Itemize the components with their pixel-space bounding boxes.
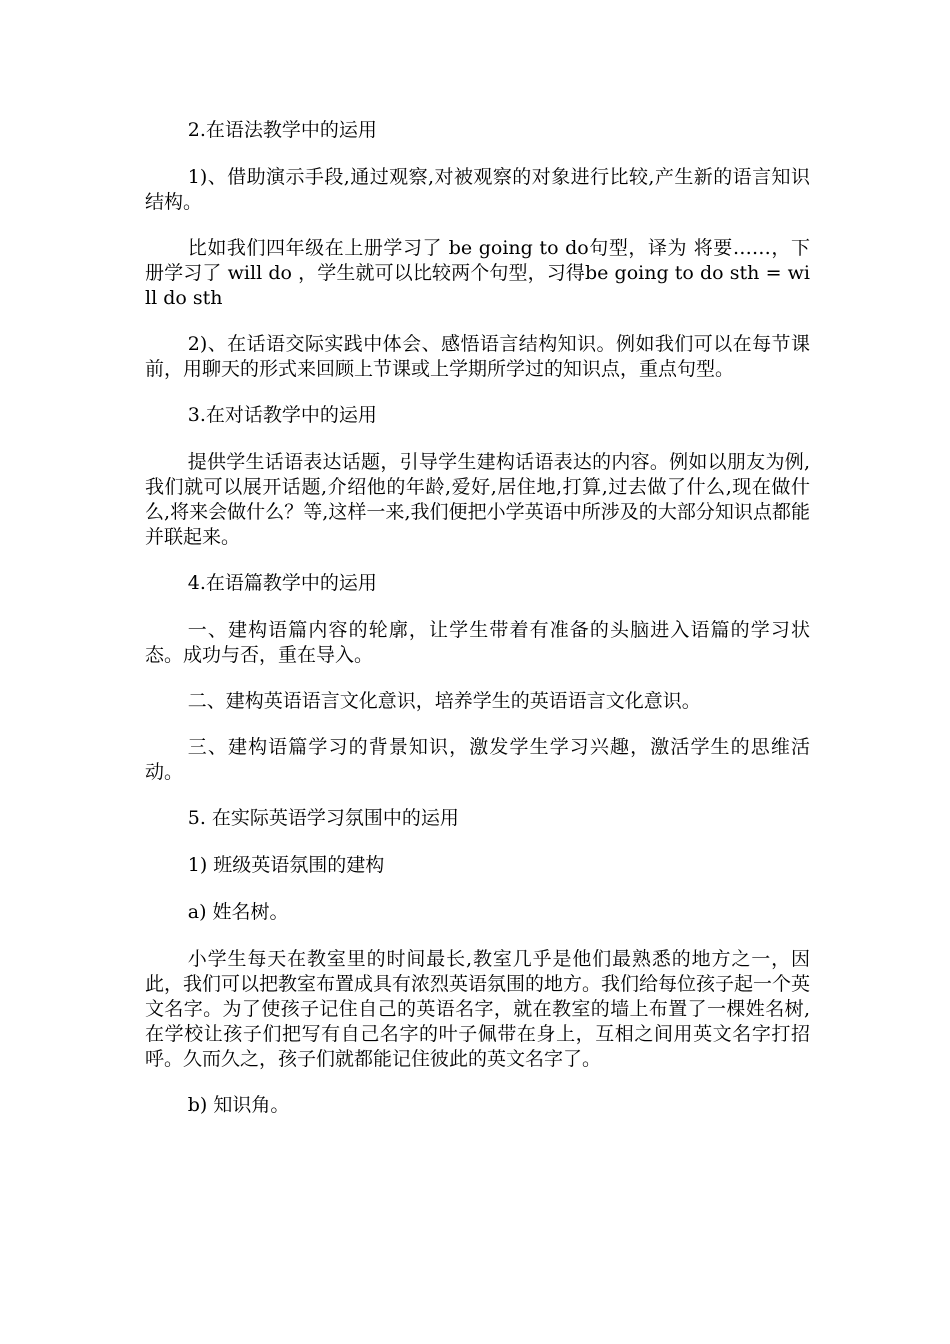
section-heading-dialogue: 3.在对话教学中的运用 — [187, 404, 377, 426]
paragraph-background-knowledge: 三、建构语篇学习的背景知识，激发学生学习兴趣，激活学生的思维活动。 — [145, 736, 810, 783]
paragraph-cultural-awareness: 二、建构英语语言文化意识，培养学生的英语语言文化意识。 — [187, 690, 701, 712]
subheading-name-tree: a) 姓名树。 — [187, 901, 289, 923]
subheading-knowledge-corner: b) 知识角。 — [187, 1094, 290, 1116]
section-heading-discourse: 4.在语篇教学中的运用 — [187, 572, 377, 594]
document-body — [145, 118, 810, 1140]
paragraph-demonstration-method: 1)、借助演示手段,通过观察,对被观察的对象进行比较,产生新的语言知识结构。 — [145, 166, 810, 213]
paragraph-sentence-pattern-example: 比如我们四年级在上册学习了 be going to do句型，译为 将要……，下册学习了 will do ，学生就可以比较两个句型，习得be going to do sth = will do sth — [145, 237, 810, 309]
subheading-class-atmosphere: 1) 班级英语氛围的建构 — [187, 854, 385, 876]
paragraph-name-tree-description: 小学生每天在教室里的时间最长,教室几乎是他们最熟悉的地方之一，因此，我们可以把教室布置成具有浓烈英语氛围的地方。我们给每位孩子起一个英文名字。为了使孩子记住自己的英语名字，就在教室的墙上布置了一棵姓名树,在学校让孩子们把写有自己名字的叶子佩带在身上，互相之间用英文名字打招呼。久而久之，孩子们就都能记住彼此的英文名字了。 — [145, 948, 811, 1070]
paragraph-dialogue-topics: 提供学生话语表达话题，引导学生建构话语表达的内容。例如以朋友为例,我们就可以展开话题,介绍他的年龄,爱好,居住地,打算,过去做了什么,现在做什么,将来会做什么？等,这样一来,我们便把小学英语中所涉及的大部分知识点都能并联起来。 — [145, 451, 810, 548]
paragraph-communication-practice: 2)、在话语交际实践中体会、感悟语言结构知识。例如我们可以在每节课前，用聊天的形式来回顾上节课或上学期所学过的知识点，重点句型。 — [145, 333, 810, 380]
paragraph-discourse-outline: 一、建构语篇内容的轮廓，让学生带着有准备的头脑进入语篇的学习状态。成功与否，重在导入。 — [145, 619, 810, 666]
section-heading-grammar: 2.在语法教学中的运用 — [187, 119, 377, 141]
section-heading-learning-atmosphere: 5. 在实际英语学习氛围中的运用 — [187, 807, 459, 829]
